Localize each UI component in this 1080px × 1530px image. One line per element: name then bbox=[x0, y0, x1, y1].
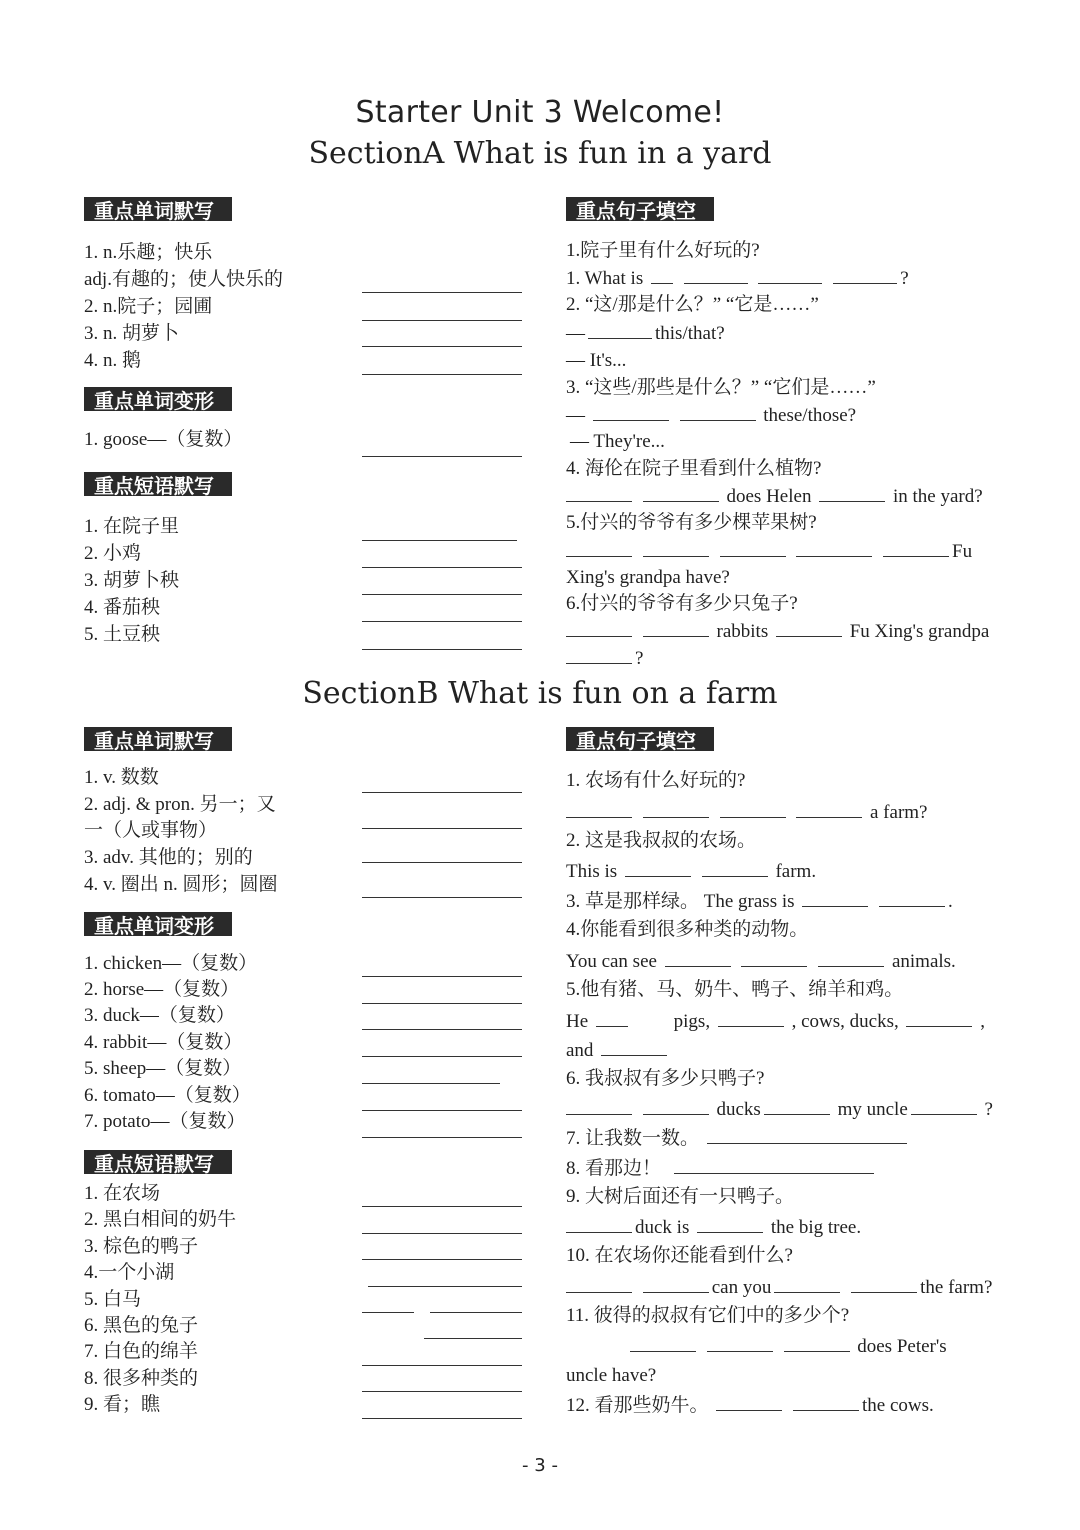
blank[interactable] bbox=[758, 265, 822, 284]
b-sentence-11: 11. 彼得的叔叔有它们中的多少个? bbox=[566, 1305, 850, 1326]
blank[interactable] bbox=[720, 538, 786, 557]
b-word-3: 3. adv. 其他的；别的 bbox=[84, 847, 253, 868]
b-sentence-11-text: does Peter's bbox=[857, 1336, 947, 1357]
answer-line[interactable] bbox=[362, 1365, 522, 1366]
a-phrase-1: 1. 在院子里 bbox=[84, 516, 180, 537]
answer-line[interactable] bbox=[424, 1338, 522, 1339]
b-phrase-4: 4.一个小湖 bbox=[84, 1262, 175, 1283]
b-sentence-9-en bbox=[566, 1214, 861, 1241]
b-sentence-3 bbox=[566, 888, 953, 915]
blank[interactable] bbox=[883, 538, 949, 557]
blank[interactable] bbox=[818, 948, 884, 967]
blank[interactable] bbox=[879, 888, 945, 907]
blank[interactable] bbox=[566, 1096, 632, 1115]
b-sentence-9-text: duck is bbox=[635, 1217, 690, 1238]
blank[interactable] bbox=[566, 645, 632, 664]
answer-line[interactable] bbox=[362, 346, 522, 347]
a-word-1b: adj.有趣的；使人快乐的 bbox=[84, 269, 283, 290]
b-sentence-4: 4.你能看到很多种类的动物。 bbox=[566, 919, 809, 940]
a-sentence-5-end: Xing's grandpa have? bbox=[566, 567, 730, 588]
a-sentence-1: 1.院子里有什么好玩的? bbox=[566, 240, 760, 261]
b-phrase-5: 5. 白马 bbox=[84, 1289, 142, 1310]
a-sentence-3-answer: — They're... bbox=[570, 431, 665, 452]
b-sentence-9: 9. 大树后面还有一只鸭子。 bbox=[566, 1186, 795, 1207]
a-sentence-6-text: rabbits bbox=[716, 621, 769, 642]
b-phrase-3: 3. 棕色的鸭子 bbox=[84, 1236, 199, 1257]
blank[interactable] bbox=[643, 1274, 709, 1293]
unit-title: Starter Unit 3 Welcome! bbox=[355, 95, 725, 130]
a-sentence-2-text: this/that? bbox=[655, 323, 725, 344]
answer-line[interactable] bbox=[362, 374, 522, 375]
blank[interactable] bbox=[566, 483, 632, 502]
b-sentence-5-en bbox=[566, 1008, 985, 1035]
label-word-forms-a: 重点单词变形 bbox=[84, 387, 232, 411]
b-form-7: 7. potato—（复数） bbox=[84, 1111, 246, 1132]
b-sentence-5: 5.他有猪、马、奶牛、鸭子、绵羊和鸡。 bbox=[566, 979, 904, 1000]
a-sentence-5-fu: Fu bbox=[952, 541, 973, 562]
blank[interactable] bbox=[741, 948, 807, 967]
b-sentence-10-end: the farm? bbox=[920, 1277, 993, 1298]
b-sentence-10: 10. 在农场你还能看到什么? bbox=[566, 1245, 793, 1266]
a-phrase-2: 2. 小鸡 bbox=[84, 543, 142, 564]
answer-line[interactable] bbox=[362, 621, 522, 622]
a-sentence-2-en bbox=[566, 320, 725, 347]
b-sentence-3-text: 3. 草是那样绿。 The grass is bbox=[566, 891, 795, 912]
answer-line[interactable] bbox=[362, 540, 517, 541]
label-key-phrases-b: 重点短语默写 bbox=[84, 1150, 232, 1174]
a-sentence-1-text: 1. What is bbox=[566, 268, 644, 289]
blank[interactable] bbox=[674, 1155, 874, 1174]
b-sentence-1-en bbox=[566, 799, 927, 826]
a-word-1: 1. n.乐趣；快乐 bbox=[84, 242, 213, 263]
b-sentence-11-en bbox=[630, 1333, 947, 1360]
b-sentence-4-en bbox=[566, 948, 956, 975]
question-mark: ? bbox=[635, 648, 644, 669]
a-form-1: 1. goose—（复数） bbox=[84, 429, 243, 450]
blank[interactable] bbox=[718, 1008, 784, 1027]
b-sentence-7 bbox=[566, 1125, 910, 1152]
label-key-sentences-b: 重点句子填空 bbox=[566, 727, 714, 751]
blank[interactable] bbox=[802, 888, 868, 907]
blank[interactable] bbox=[796, 799, 862, 818]
blank[interactable] bbox=[593, 402, 669, 421]
label-key-words-a: 重点单词默写 bbox=[84, 197, 232, 221]
answer-line[interactable] bbox=[362, 862, 522, 863]
a-word-2: 2. n.院子；园圃 bbox=[84, 296, 213, 317]
blank[interactable] bbox=[651, 265, 673, 284]
b-word-4: 4. v. 圈出 n. 圆形；圆圈 bbox=[84, 874, 278, 895]
blank[interactable] bbox=[601, 1037, 667, 1056]
answer-line[interactable] bbox=[362, 1233, 522, 1234]
blank[interactable] bbox=[764, 1096, 830, 1115]
blank[interactable] bbox=[911, 1096, 977, 1115]
blank[interactable] bbox=[643, 618, 709, 637]
b-form-3: 3. duck—（复数） bbox=[84, 1005, 235, 1026]
blank[interactable] bbox=[716, 1392, 782, 1411]
dash: — bbox=[566, 405, 585, 426]
and-text: and bbox=[566, 1040, 594, 1061]
blank[interactable] bbox=[702, 858, 768, 877]
b-sentence-8-text: 8. 看那边！ bbox=[566, 1158, 662, 1179]
section-b-title: SectionB What is fun on a farm bbox=[302, 676, 778, 711]
a-word-3: 3. n. 胡萝卜 bbox=[84, 323, 180, 344]
answer-line[interactable] bbox=[362, 1029, 522, 1030]
blank[interactable] bbox=[684, 265, 748, 284]
answer-line[interactable] bbox=[362, 1391, 522, 1392]
blank[interactable] bbox=[643, 799, 709, 818]
b-form-2: 2. horse—（复数） bbox=[84, 979, 240, 1000]
blank[interactable] bbox=[596, 1008, 628, 1027]
b-sentence-10-text: can you bbox=[711, 1277, 772, 1298]
blank[interactable] bbox=[643, 483, 719, 502]
answer-line[interactable] bbox=[362, 594, 522, 595]
blank[interactable] bbox=[796, 538, 872, 557]
a-sentence-6-cont bbox=[566, 645, 643, 672]
a-sentence-4-text: does Helen bbox=[726, 486, 812, 507]
b-phrase-7: 7. 白色的绵羊 bbox=[84, 1341, 199, 1362]
answer-line[interactable] bbox=[362, 456, 522, 457]
b-sentence-1: 1. 农场有什么好玩的? bbox=[566, 770, 746, 791]
a-sentence-4-en bbox=[566, 483, 983, 510]
a-sentence-2-answer: — It's... bbox=[566, 350, 627, 371]
b-sentence-1-end: a farm? bbox=[870, 802, 928, 823]
b-sentence-4-text: You can see bbox=[566, 951, 657, 972]
a-sentence-6-en bbox=[566, 618, 989, 645]
b-sentence-4-end: animals. bbox=[891, 951, 956, 972]
answer-line[interactable] bbox=[362, 792, 522, 793]
a-sentence-5: 5.付兴的爷爷有多少棵苹果树? bbox=[566, 512, 817, 533]
b-phrase-2: 2. 黑白相间的奶牛 bbox=[84, 1209, 237, 1230]
a-phrase-4: 4. 番茄秧 bbox=[84, 597, 161, 618]
blank[interactable] bbox=[588, 320, 652, 339]
page-number: - 3 - bbox=[522, 1455, 558, 1476]
b-sentence-6-text: ducks bbox=[716, 1099, 761, 1120]
answer-line[interactable] bbox=[362, 1137, 522, 1138]
blank[interactable] bbox=[906, 1008, 972, 1027]
answer-line[interactable] bbox=[362, 897, 522, 898]
blank[interactable] bbox=[566, 1274, 632, 1293]
label-key-sentences-a: 重点句子填空 bbox=[566, 197, 714, 221]
b-sentence-7-text: 7. 让我数一数。 bbox=[566, 1128, 700, 1149]
answer-line[interactable] bbox=[430, 1312, 522, 1313]
dash: — bbox=[566, 323, 585, 344]
answer-line[interactable] bbox=[362, 1259, 522, 1260]
b-sentence-6: 6. 我叔叔有多少只鸭子? bbox=[566, 1068, 765, 1089]
answer-line[interactable] bbox=[362, 320, 522, 321]
blank[interactable] bbox=[665, 948, 731, 967]
blank[interactable] bbox=[630, 1333, 696, 1352]
b-sentence-6-uncle: my uncle bbox=[837, 1099, 908, 1120]
b-phrase-8: 8. 很多种类的 bbox=[84, 1368, 199, 1389]
question-mark: ? bbox=[900, 268, 909, 289]
comma: , bbox=[980, 1011, 985, 1032]
b-sentence-12-text: 12. 看那些奶牛。 bbox=[566, 1395, 709, 1416]
a-sentence-6-end: Fu Xing's grandpa bbox=[849, 621, 990, 642]
blank[interactable] bbox=[697, 1214, 763, 1233]
b-phrase-1: 1. 在农场 bbox=[84, 1183, 161, 1204]
answer-line[interactable] bbox=[362, 292, 522, 293]
answer-line[interactable] bbox=[362, 1418, 522, 1419]
blank[interactable] bbox=[643, 1096, 709, 1115]
b-sentence-5-pigs: pigs, bbox=[673, 1011, 711, 1032]
blank[interactable] bbox=[707, 1333, 773, 1352]
answer-line[interactable] bbox=[362, 1083, 500, 1084]
blank[interactable] bbox=[776, 618, 842, 637]
answer-line[interactable] bbox=[362, 1110, 522, 1111]
b-form-1: 1. chicken—（复数） bbox=[84, 953, 258, 974]
answer-line[interactable] bbox=[362, 1056, 522, 1057]
blank[interactable] bbox=[833, 265, 897, 284]
a-sentence-4: 4. 海伦在院子里看到什么植物? bbox=[566, 458, 822, 479]
blank[interactable] bbox=[720, 799, 786, 818]
period: . bbox=[948, 891, 953, 912]
a-word-4: 4. n. 鹅 bbox=[84, 350, 142, 371]
blank[interactable] bbox=[784, 1333, 850, 1352]
question-mark: ? bbox=[984, 1099, 993, 1120]
blank[interactable] bbox=[566, 618, 632, 637]
answer-line[interactable] bbox=[362, 976, 522, 977]
label-word-forms-b: 重点单词变形 bbox=[84, 912, 232, 936]
b-sentence-12-end: the cows. bbox=[862, 1395, 934, 1416]
a-sentence-6: 6.付兴的爷爷有多少只兔子? bbox=[566, 593, 798, 614]
answer-line[interactable] bbox=[362, 828, 522, 829]
blank[interactable] bbox=[566, 799, 632, 818]
b-word-2: 2. adj. & pron. 另一；又 bbox=[84, 794, 276, 815]
b-sentence-10-en bbox=[566, 1274, 992, 1301]
b-sentence-5-cows: , cows, ducks, bbox=[791, 1011, 899, 1032]
blank[interactable] bbox=[566, 538, 632, 557]
a-sentence-4-end: in the yard? bbox=[892, 486, 983, 507]
a-sentence-3-text: these/those? bbox=[763, 405, 857, 426]
answer-line[interactable] bbox=[362, 649, 522, 650]
b-sentence-9-end: the big tree. bbox=[770, 1217, 862, 1238]
answer-line[interactable] bbox=[362, 1003, 522, 1004]
answer-line[interactable] bbox=[362, 567, 522, 568]
a-sentence-3: 3. “这些/那些是什么？” “它们是……” bbox=[566, 377, 876, 398]
b-form-4: 4. rabbit—（复数） bbox=[84, 1032, 243, 1053]
b-sentence-5-text: He bbox=[566, 1011, 589, 1032]
answer-line[interactable] bbox=[368, 1286, 522, 1287]
blank[interactable] bbox=[851, 1274, 917, 1293]
a-phrase-3: 3. 胡萝卜秧 bbox=[84, 570, 180, 591]
b-form-6: 6. tomato—（复数） bbox=[84, 1085, 251, 1106]
b-sentence-12 bbox=[566, 1392, 934, 1419]
b-sentence-2-end: farm. bbox=[775, 861, 817, 882]
section-a-title: SectionA What is fun in a yard bbox=[308, 136, 772, 171]
b-sentence-11-end: uncle have? bbox=[566, 1365, 657, 1386]
a-sentence-2: 2. “这/那是什么？” “它是……” bbox=[566, 294, 819, 315]
label-key-words-b: 重点单词默写 bbox=[84, 727, 232, 751]
blank[interactable] bbox=[819, 483, 885, 502]
a-phrase-5: 5. 土豆秧 bbox=[84, 624, 161, 645]
answer-line[interactable] bbox=[362, 1206, 522, 1207]
b-form-5: 5. sheep—（复数） bbox=[84, 1058, 242, 1079]
a-sentence-3-en bbox=[566, 402, 856, 429]
b-sentence-2-text: This is bbox=[566, 861, 618, 882]
b-sentence-8 bbox=[566, 1155, 877, 1182]
b-sentence-2: 2. 这是我叔叔的农场。 bbox=[566, 830, 757, 851]
b-sentence-5-cont bbox=[566, 1037, 670, 1064]
blank[interactable] bbox=[793, 1392, 859, 1411]
answer-line[interactable] bbox=[362, 1312, 414, 1313]
b-sentence-6-en bbox=[566, 1096, 993, 1123]
label-key-phrases-a: 重点短语默写 bbox=[84, 472, 232, 496]
blank[interactable] bbox=[707, 1125, 907, 1144]
a-sentence-5-en bbox=[566, 538, 972, 565]
blank[interactable] bbox=[566, 1214, 632, 1233]
b-phrase-6: 6. 黑色的兔子 bbox=[84, 1315, 199, 1336]
blank[interactable] bbox=[774, 1274, 840, 1293]
b-word-2b: 一（人或事物） bbox=[84, 820, 218, 841]
b-word-1: 1. v. 数数 bbox=[84, 767, 159, 788]
a-sentence-1-en bbox=[566, 265, 909, 292]
blank[interactable] bbox=[680, 402, 756, 421]
blank[interactable] bbox=[625, 858, 691, 877]
b-sentence-2-en bbox=[566, 858, 816, 885]
b-phrase-9: 9. 看；瞧 bbox=[84, 1394, 161, 1415]
blank[interactable] bbox=[643, 538, 709, 557]
